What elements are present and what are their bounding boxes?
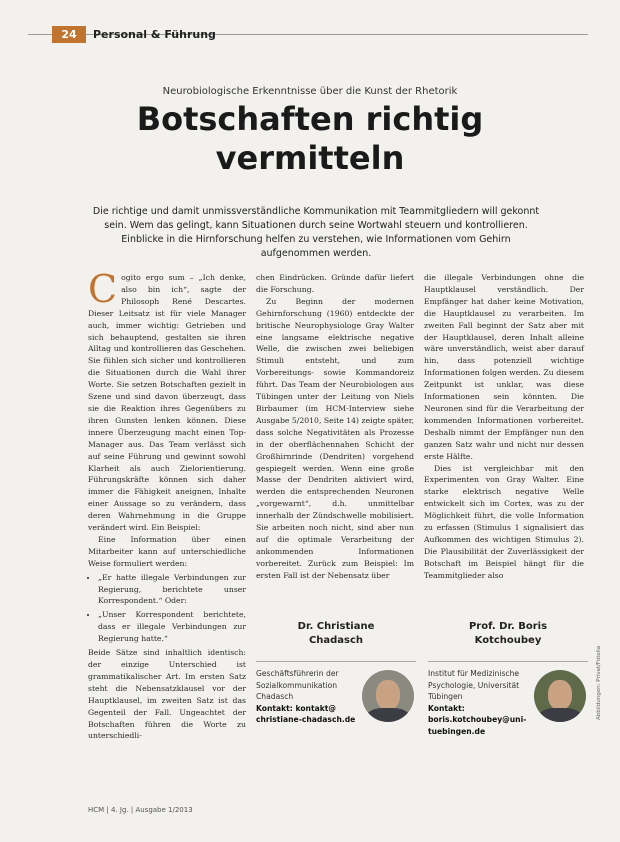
title-line-2: vermitteln [215,139,405,177]
paragraph: chen Eindrücken. Gründe dafür liefert die Forschung. [256,273,414,294]
paragraph: die illegale Verbindungen ohne die Hauptklausel verständlich. Der Empfänger hat daher keine Motivation, die Hauptklausel zu verarbeiten. Im zweiten Fall beginnt der Satz aber mit der Hauptklausel, deren Inhalt alleine wäre unverständlich, weist aber darauf hin, dass potenziell wichtige Informationen folgen werden. Zu diesem Zeitpunkt ist unklar, was diese Informationen sein könnten. Die Neuronen sind für die Verarbeitung der kommenden Informationen vorbereitet. Deshalb nimmt der Empfänger nun den ganzen Satz wahr und nicht nur dessen erste Hälfte. [424,273,584,461]
paragraph: Eine Information über einen Mitarbeiter kann auf unterschiedliche Weise formuliert werden: [88,534,246,568]
author-name: Dr. Christiane Chadasch [297,621,375,646]
paragraph-intro [88,267,246,534]
title-line-1: Botschaften richtig [136,100,484,138]
author-contact[interactable]: christiane-chadasch.de [256,715,356,725]
page-number: 24 [52,26,86,43]
author-contact-label: Kontakt: kontakt@ [256,703,336,713]
paragraph: Zu Beginn der modernen Gehirnforschung (1960) entdeckte der britische Neurophysiologe Gray Walter eine langsame elektrische negative Welle, die zwischen zwei beliebigen Stimuli entsteht, und zum Vorbereitungs- sowie Kommandoreiz führt. Das Team der Neurobiologen aus Tübingen unter der Leitung von Niels Birbaumer (im HCM-Interview siehe Ausgabe 5/2010, Seite 14) zeigte später, dass solche Negativitäten als Prozesse in der oberflächennahen Schicht der Großhirnrinde (Dendriten) vorgehend gespiegelt werden. Wenn eine große Masse der Dendriten aktiviert wird, werden die entsprechenden Neuronen „vorgewarnt“, d.h. unmittelbar innerhalb der Zündschwelle mobilisiert. Sie arbeiten noch nicht, sind aber nun auf die optimale Verarbeitung der ankommenden Informationen vorbereitet. Zurück zum Beispiel: Im ersten Fall ist der Nebensatz über [256,296,414,580]
author-name: Prof. Dr. Boris Kotchoubey [468,621,548,646]
article-lead: Die richtige und damit unmissverständliche Kommunikation mit Teammitgliedern will gekonnt sein. Wem das gelingt, kann Situationen durch seine Wortwahl steuern und kontrollieren. Einblicke in die Hirnforschung helfen zu verstehen, wie Informationen vom Gehirn aufgenommen werden. [92,206,540,259]
article-overline: Neurobiologische Erkenntnisse über die Kunst der Rhetorik [162,86,458,97]
author-affiliation: Geschäftsführerin der Sozialkommunikation Chadasch [256,669,339,702]
author-card [256,614,416,774]
author-contact-label: Kontakt: [428,703,465,713]
column-2 [256,272,414,582]
column-1 [88,267,246,742]
author-box [256,614,588,774]
photo-credit: Abbildungen: Privat/Fotolia [596,645,602,720]
page-footer: HCM | 4. Jg. | Ausgabe 1/2013 [88,806,193,814]
author-card [428,614,588,774]
paragraph: Dies ist vergleichbar mit den Experimenten von Gray Walter. Eine starke elektrisch negative Welle entwickelt sich im Cortex, was zu der Möglichkeit führt, die volle Information zu erfassen (Stimulus 1 signalisiert das Aufkommen des wichtigen Stimulus 2). Die Plausibilität der Zuverlässigkeit der Botschaft im Beispiel hängt für die Teammitglieder also [424,463,584,580]
example-list [88,572,246,645]
list-item: • „Er hatte illegale Verbindungen zur Regierung, berichtete unser Korrespondent.“ Oder: [98,572,246,608]
author-bio [256,668,356,726]
author-contact[interactable]: boris.kotchoubey@uni-tuebingen.de [428,715,527,736]
list-item: • „Unser Korrespondent berichtete, dass er illegale Verbindungen zur Regierung hatte.“ [98,609,246,645]
paragraph-text: ogito ergo sum – „Ich denke, also bin ich“, sagte der Philosoph René Descartes. Dieser Leitsatz ist für viele Manager auch, immer wichtig: Getrieben und sich behauptend, gestalten sie ihren Alltag und kontrollieren das Geschehen. Sie fühlen sich sicher und kontrollieren die Situationen durch die Wahl ihrer Worte. Sie setzen Botschaften gezielt in Szene und sind davon überzeugt, dass sie die Reaktion ihres Gegenübers zu ihren Gunsten lenken können. Diese innere Überzeugung macht einen Top-Manager aus. Das Team verlässt sich auf seine Führung und gewinnt sowohl Klarheit als auch Zielorientierung. Führungskräfte können sich daher immer die Fähigkeit aneignen, Inhalte einer Aussage so zu verändern, dass deren Wahrnehmung in die Gruppe verändert wird. Ein Beispiel: [88,273,246,533]
author-bio [428,668,528,738]
drop-cap: C [88,267,118,311]
article-title [0,100,620,178]
section-title: Personal & Führung [93,28,216,41]
author-photo [362,670,414,722]
author-details [428,661,588,770]
column-3 [424,272,584,582]
author-photo [534,670,586,722]
author-affiliation: Institut für Medizinische Psychologie, Universität Tübingen [428,669,520,702]
paragraph: Beide Sätze sind inhaltlich identisch: der einzige Unterschied ist grammatikalischer Art. Im ersten Satz steht die Nebensatzklausel vor der Hauptklausel, im zweiten Satz ist das Gegenteil der Fall. Ungeachtet der Botschaften führen die Worte zu unterschiedli- [88,648,246,741]
author-details [256,661,416,770]
